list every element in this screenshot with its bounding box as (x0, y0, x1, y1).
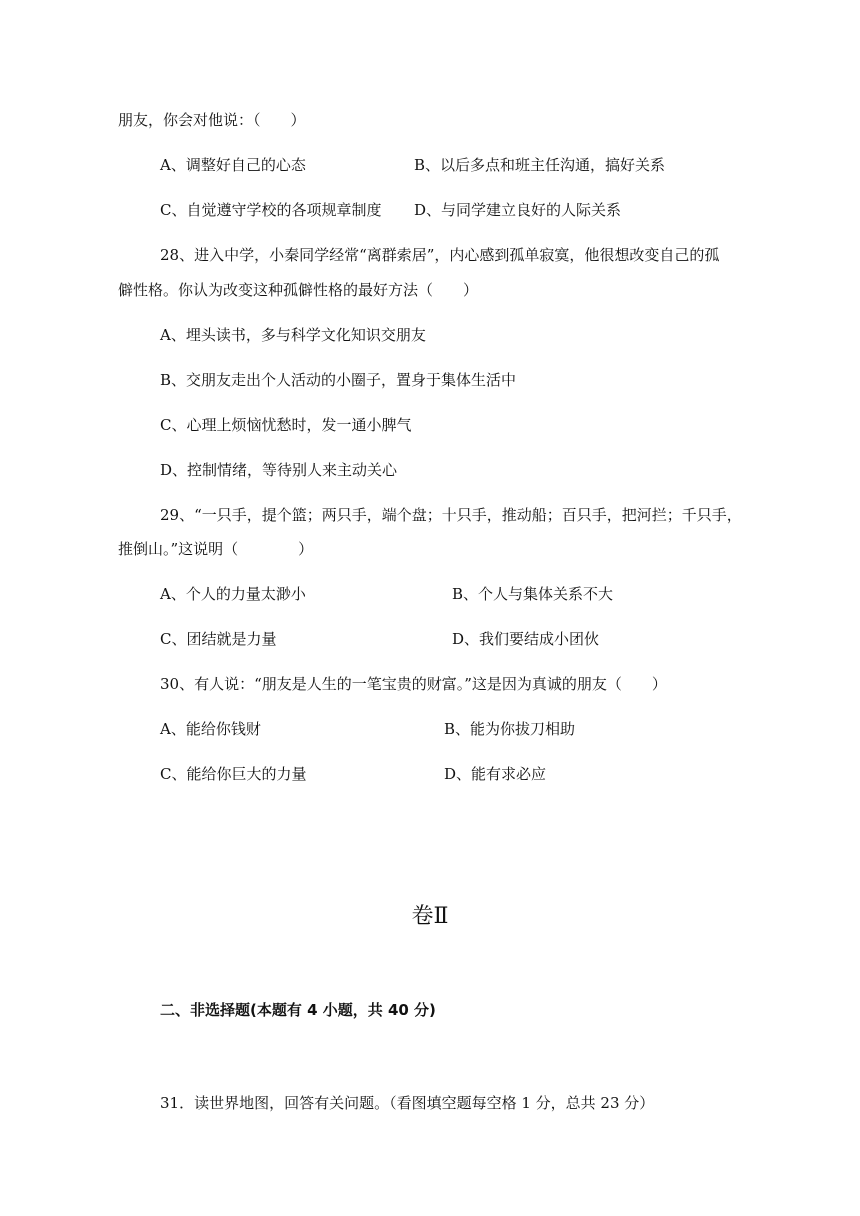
part2-heading: 二、非选择题(本题有 4 小题，共 40 分) (160, 1001, 436, 1019)
q27-option-c: C、自觉遵守学校的各项规章制度 (160, 201, 382, 219)
q27-option-b: B、以后多点和班主任沟通，搞好关系 (414, 156, 666, 174)
q30-option-b: B、能为你拔刀相助 (444, 720, 576, 738)
q28-option-b: B、交朋友走出个人活动的小圈子，置身于集体生活中 (160, 371, 517, 389)
q29-stem-line1: 29、“一只手，提个篮；两只手，端个盘；十只手，推动船；百只手，把河拦；千只手， (160, 506, 742, 524)
q30-stem: 30、有人说：“朋友是人生的一笔宝贵的财富。”这是因为真诚的朋友（ ） (160, 675, 667, 693)
q27-stem-tail: 朋友，你会对他说：（ ） (118, 111, 306, 129)
q29-option-b: B、个人与集体关系不大 (452, 585, 614, 603)
q29-option-d: D、我们要结成小团伙 (452, 630, 600, 648)
q28-option-a: A、埋头读书，多与科学文化知识交朋友 (160, 326, 426, 344)
q27-option-a: A、调整好自己的心态 (160, 156, 306, 174)
q27-option-d: D、与同学建立良好的人际关系 (414, 201, 622, 219)
q28-stem-line2: 僻性格。你认为改变这种孤僻性格的最好方法（ ） (118, 281, 479, 299)
q29-option-a: A、个人的力量太渺小 (160, 585, 306, 603)
q28-option-c: C、心理上烦恼忧愁时，发一通小脾气 (160, 416, 412, 434)
q31-stem: 31．读世界地图，回答有关问题。（看图填空题每空格 1 分，总共 23 分） (160, 1094, 655, 1112)
q28-stem-line1: 28、进入中学，小秦同学经常“离群索居”，内心感到孤单寂寞，他很想改变自己的孤 (160, 246, 720, 264)
q28-option-d: D、控制情绪，等待别人来主动关心 (160, 461, 398, 479)
q29-stem-line2: 推倒山。”这说明（ ） (118, 540, 314, 558)
q30-option-d: D、能有求必应 (444, 765, 547, 783)
section-title: 卷Ⅱ (411, 904, 449, 929)
q29-option-c: C、团结就是力量 (160, 630, 277, 648)
q30-option-a: A、能给你钱财 (160, 720, 261, 738)
q30-option-c: C、能给你巨大的力量 (160, 765, 307, 783)
